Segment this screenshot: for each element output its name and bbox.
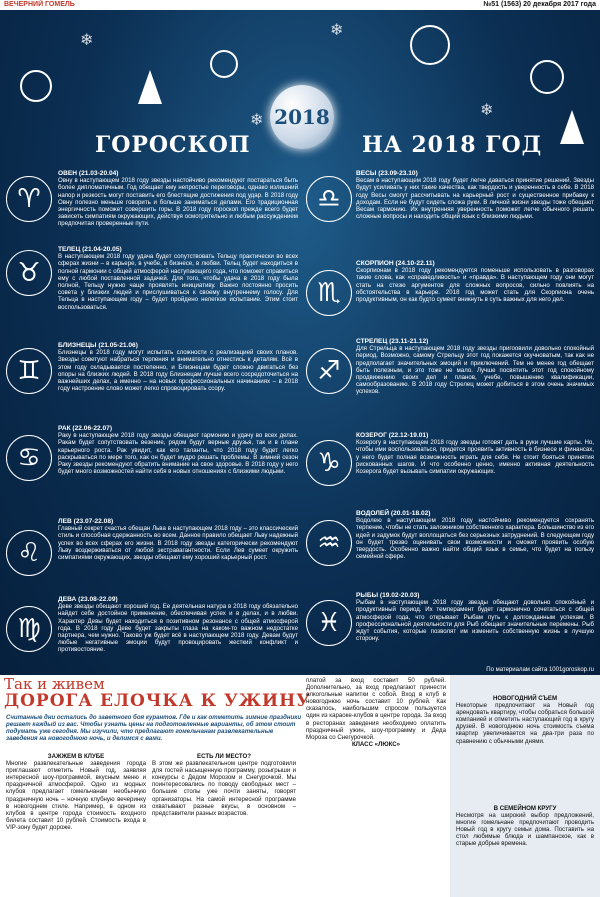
column-text: В этом же развлекательном центре подготовили для гостей насыщенную программу, розыгрыши и конкурсы с Дедом Морозом и Снегурочкой. Мы поинтересовались по поводу свободных мест – большие столы уже почти заняты, говорят организаторы. На самой интересной программе охватывают разные вкусы, в основном – представители разных возрастов. [152, 760, 296, 817]
sign-sagittarius [356, 338, 594, 396]
pisces-icon: ♓ [306, 600, 352, 646]
sign-capricorn [356, 432, 594, 475]
page-header [0, 0, 600, 10]
snowflake-icon: ❄ [80, 32, 94, 49]
ornament-ball-icon [20, 70, 52, 102]
article-section [0, 675, 600, 897]
sign-text: Близнецы в 2018 году могут испытать сложности с реализацией своих планов. Звезды советуют набраться терпения и внимательно отнестись к деталям. Всё в этом году складывается постепенно, и Близнецам будет сложно двигаться без опоры на близких людей. В 2018 году Близнецам лучше всего сосредоточиться на важнейших делах, а именно – на новых профессиональных начинаниях – в 2018 году настроение слово может легко спровоцировать ссору. [58, 349, 298, 393]
snowflake-icon: ❄ [480, 102, 494, 119]
sign-taurus [58, 246, 298, 311]
sign-gemini [58, 342, 298, 392]
sign-name: РАК (22.06-22.07) [58, 425, 113, 432]
horoscope-title-year: НА 2018 ГОД [362, 132, 543, 158]
article-rubric: Так и живем [4, 675, 105, 693]
sign-leo [58, 518, 298, 561]
sign-text: Для Стрельца в наступающем 2018 году звезды пригоовили довольно спокойный период. Возможно, самому Стрельцу этот год покажется скучноватым, так как не предполагает значительных эмоций и приключений. Тем не менее год обещает быть полезным, и это тоже не мало. Лучше посвятить этот год спокойному продвижению своих дел и планов, учебе, повышению квалификации, самообразованию. В 2018 году Стрелец может добиться в этом очень значимых успехов. [356, 345, 594, 396]
article-column-1 [6, 753, 146, 831]
sign-libra [356, 170, 594, 220]
sign-text: В наступающем 2018 году удача будет сопутствовать Тельцу практически во всех сферах жизни – в карьере, в учебе, в бизнесе, в любви. Тельц будет находиться в полной гармонии с общей атмосферой наступающего года, что поможет справиться ему с любой поставленной задачей. Для того, чтобы удача в 2018 году была полной, Тельцу нужно чаще проявлять инициативу. Важно постоянно просить совета у близких людей и прислушиваться к своему внутреннему голосу. Для Тельца в наступающем году – будет пройдено нелегкое испытание. Этим стоит воспользоваться. [58, 253, 298, 311]
article-lead: Считанные дни остались до заветного боя курантов. Где и как отметить зимние праздники решает каждый из вас. Чтобы узнать цены на подготовленные варианты, об этом стоит подумать уже сегодня. Мы изучили, что предлагают гомельчанам развлекательные заведения на новогоднюю ночь, и делимся с вами. [6, 714, 302, 743]
horoscope-title: ГОРОСКОП [95, 132, 251, 158]
article-sidebar [450, 675, 600, 897]
sign-name: ОВЕН (21.03-20.04) [58, 170, 119, 177]
sign-text: Козерогу в наступающем 2018 году звезды готовят дать в руки лучшие карты. Но, чтобы ими воспользоваться, придется проявить активность в бизнесе и финансах, у него будет полная возможность играть для себя. Не стоит бояться принятия рискованных шагов. И что особенно ценно, именно активная деятельность Козерога будет вызывать симпатии окружающих. [356, 439, 594, 476]
sign-text: Весам в наступающем 2018 году будет легче даваться принятие решений. Звезды будут усиливать у них такие качества, как твердость и уверенность в себе. В 2018 году Весы смогут рассчитывать на карьерный рост и существенное прибавку к доходам. Если не будут сидеть сложа руки. В личной жизни звезды тоже обещают Весам гармонию. Их внутренняя уверенность поможет легче обычного решать сложные вопросы и находить общий язык с близкими людьми. [356, 177, 594, 221]
sign-name: РЫБЫ (19.02-20.03) [356, 592, 420, 599]
sign-scorpio [356, 260, 594, 303]
aries-icon: ♈ [6, 176, 52, 222]
snowflake-icon: ❄ [330, 22, 344, 39]
sign-aquarius [356, 510, 594, 560]
sign-name: ДЕВА (23.08-22.09) [58, 596, 118, 603]
aquarius-icon: ♒ [306, 520, 352, 566]
issue-info: №51 (1563) 20 декабря 2017 года [483, 1, 596, 8]
column-text: платой за вход составит 50 рублей. Дополнительно, за вход предлагают принести алкогольные напитки с собой. Вход в клуб в новогоднюю ночь составит 10 рублей. Как сказалось, наибольшим спросом пользуется один из караоке-клубов в центре города. За вход в ресторанах заведения необходимо оплатить праздничный ужин, шоу-программу и Деда Мороза со Снегурочкой. [306, 677, 446, 741]
christmas-tree-icon [138, 70, 162, 104]
sign-text: Водолею в наступающем 2018 году настойчиво рекомендуется сохранять терпение, чтобы не стать заложником собственного характера. Большинство из его идей и задумок будут воплощаться без серьезных затруднений. В следующем году он будет трезво оценивать свои возможности и сможет проявить особую твердость. Особенно важно найти общий язык в семье, что будет на пользу семейной сфере. [356, 517, 594, 561]
sign-name: ЛЕВ (23.07-22.08) [58, 518, 114, 525]
sign-aries [58, 170, 298, 228]
subheading: ЗАЖЖЕМ В КЛУБЕ [47, 753, 105, 760]
virgo-icon: ♍ [6, 606, 52, 652]
capricorn-icon: ♑ [306, 440, 352, 486]
sign-cancer [58, 425, 298, 475]
sagittarius-icon: ♐ [306, 348, 352, 394]
gemini-icon: ♊ [6, 348, 52, 394]
sign-text: Рыбам в наступающем 2018 году звезды обещают довольно спокойный и продуктивный период. Их темперамент будет гармонично сочетаться с общей атмосферой года, что открывает Рыбам путь к долгожданным успехам. В профессиональной деятельности для Рыб обещает значительные перемены. Рыб ждут события, которые позволят им изменить собственную жизнь в лучшую сторону. [356, 599, 594, 643]
taurus-icon: ♉ [6, 250, 52, 296]
column-text: Несмотря на широкий выбор предложений, многие гомельчане предпочитают проводить Новый год в кругу семьи дома. Поставить на стол любимые блюда и шампанское, как в старые добрые времена. [456, 812, 594, 848]
scorpio-icon: ♏ [306, 270, 352, 316]
horoscope-banner [0, 10, 600, 170]
ornament-ball-icon [210, 50, 238, 78]
source-credit: По материалам сайта 1001goroskop.ru [486, 667, 594, 673]
libra-icon: ♎ [306, 176, 352, 222]
article-column-5 [456, 805, 594, 848]
sign-name: БЛИЗНЕЦЫ (21.05-21.06) [58, 342, 138, 349]
cancer-icon: ♋ [6, 435, 52, 481]
column-text: Многие развлекательные заведения города приглашают отметить Новый год, заявляя интересной шоу-программой, вкусным меню и праздничной атмосферой. Одно из модных клубов предлагает гомельчанам необычную праздничную ночь – ночную клубную вечеринку в новогоднем стиле. Например, в одном из клубов в центре города стоимость входного билета составит 10 рублей. Стоимость входа в VIP-зону будет дороже. [6, 760, 146, 831]
sign-name: КОЗЕРОГ (22.12-19.01) [356, 432, 429, 439]
sign-text: Овну в наступающем 2018 году звезды настойчиво рекомендуют постараться быть более дипломатичным. Год обещает ему непростые переговоры, однако излишний напор и резкость могут поставить его блестящие достижения под удар. В 2018 году Овну полезно меньше говорить и больше заниматься делами. Его традиционная энергичность поможет совершить горы. В 2018 году гороскоп прежде всего будет зависеть симпатиям окружающих, действуя осмотрительно и любым рассуждением предпочитая проверенные пути. [58, 177, 298, 228]
subheading: НОВОГОДНИЙ СЪЕМ [492, 695, 558, 702]
sign-name: ТЕЛЕЦ (21.04-20.05) [58, 246, 122, 253]
sign-name: ВОДОЛЕЙ (20.01-18.02) [356, 510, 431, 517]
article-column-4 [456, 695, 594, 745]
article-column-2 [152, 753, 296, 817]
subheading: ЕСТЬ ЛИ МЕСТО? [197, 753, 251, 760]
christmas-tree-icon [560, 110, 584, 144]
snowflake-icon: ❄ [250, 112, 264, 129]
newspaper-name: ВЕЧЕРНИЙ ГОМЕЛЬ [4, 1, 75, 8]
subheading: КЛАСС «ЛЮКС» [351, 740, 401, 748]
sign-text: Раку в наступающем 2018 году звезды обещают гармонию и удачу во всех делах. Ракам будет сопутствовать везение, рядом будут верные друзья, так и в плане карьерного роста. Рак увидит, как его таланты, что 2018 году будет легко раскрываться по мере того, как он будет мудро решать проблемы. В зимний сезон Раку звезды рекомендуют обратить внимание на свое здоровье. В 2018 году у него будет много возможностей найти себя в новых отношениях с близкими людьми. [58, 432, 298, 476]
sign-text: Скорпионам в 2018 году рекомендуется поменьше использовать в разговорах такие слова, как «справедливость» и «правда». В наступающем году они могут стать на стезю аргументов для сложных вопросов, сильно повлиять на обстоятельства в карьере. 2018 год может стать для Скорпиона очень продуктивным, он как будто сумеет вникнуть в суть важных для него дел. [356, 267, 594, 304]
sign-name: СКОРПИОН (24.10-22.11) [356, 260, 435, 267]
year-ornament: 2018 [270, 85, 334, 149]
sign-pisces [356, 592, 594, 642]
ornament-ball-icon [530, 60, 564, 94]
sign-name: СТРЕЛЕЦ (23.11-21.12) [356, 338, 429, 345]
leo-icon: ♌ [6, 530, 52, 576]
article-column-3 [306, 677, 446, 748]
horoscope-section [0, 10, 600, 675]
column-text: Некоторые предпочитают на Новый год арендовать квартиру, чтобы собраться большой компанией и отметить наступающий год в кругу друзей. В новогоднюю ночь стоимость съема квартир увеличивается на два-три раза по сравнению с обычными днями. [456, 702, 594, 745]
sign-text: Главный секрет счастья обещан Льва в наступающем 2018 году – это классический стиль и способная сдержанность во всем. Данное правило обещает Льву надежный успех во всех сферах его жизни. В 2018 году звезды категорически рекомендуют Льву воздерживаться от любой экстравагантности. Если Лев сумеет окружить симпатиями окружающих, звезды обещают ему хороший карьерный рост. [58, 525, 298, 562]
sign-text: Деве звезды обещают хороший год. Ее деятельная натура в 2018 году обязательно найдет себе достойное применение, обеспечивая успех и в делах, и в любви. Характер Девы будет находиться в позитивном резонансе с общей атмосферой года. В 2018 году Деве будет закрыты глаза на каком-то важном недостатке партнера, чем нужно. Таково уж будет всё в наступающем 2018 году. Девам будут любые негативные эмоции будут провоцировать жесткий конфликт и противостояние. [58, 603, 298, 654]
article-headline: ДОРОГА ЕЛОЧКА К УЖИНУ [4, 691, 311, 711]
sign-virgo [58, 596, 298, 654]
subheading: В СЕМЕЙНОМ КРУГУ [493, 805, 557, 812]
ornament-ball-icon [410, 25, 450, 65]
sign-name: ВЕСЫ (23.09-23.10) [356, 170, 418, 177]
